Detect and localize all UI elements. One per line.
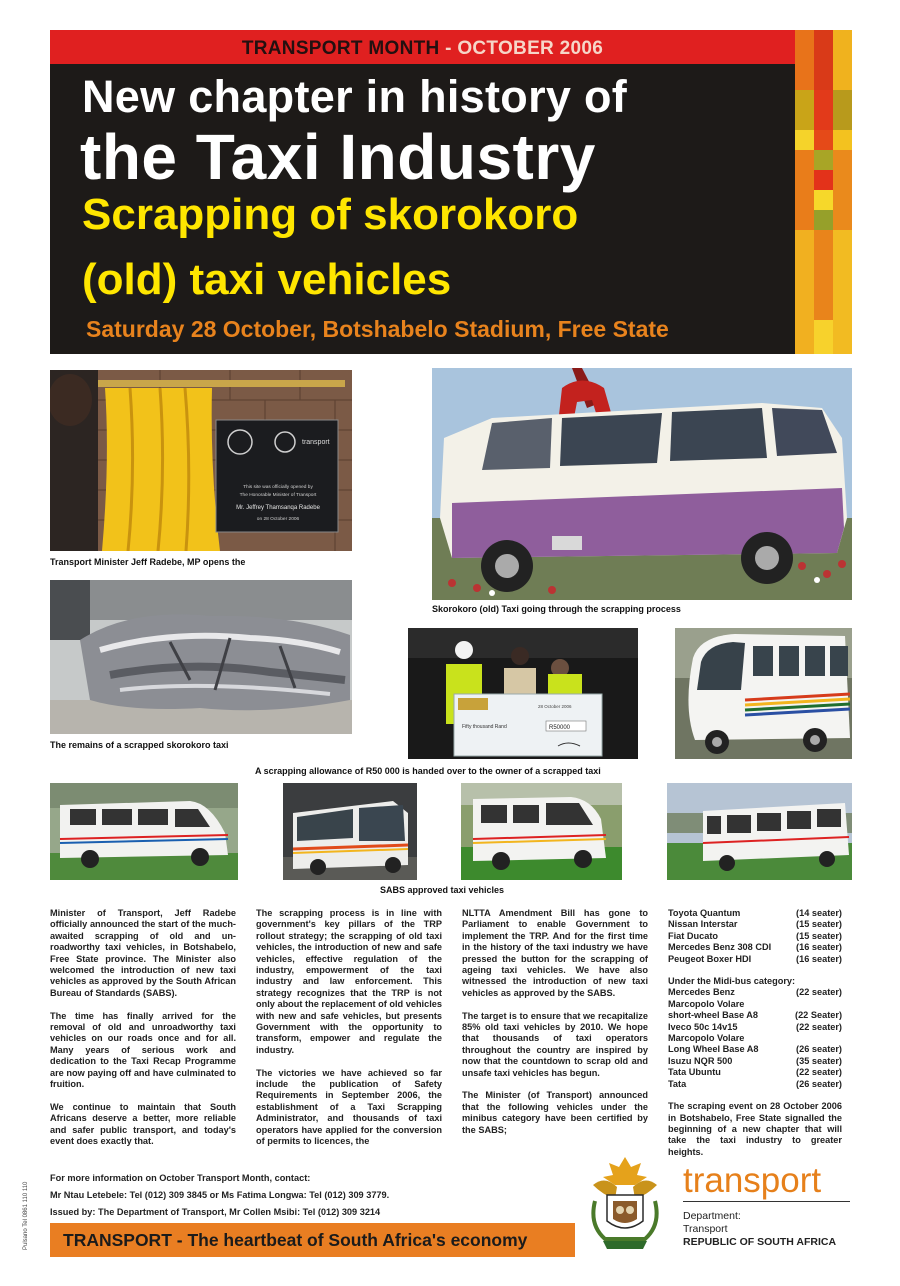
slogan-banner: TRANSPORT - The heartbeat of South Africa's economy [50, 1223, 575, 1257]
header-banner [50, 30, 852, 354]
cheque-amount: R50000 [549, 725, 571, 731]
event-details: Saturday 28 October, Botshabelo Stadium, Free State [86, 316, 669, 342]
paragraph: The target is to ensure that we recapitalize 85% old taxi vehicles by 2010. We hope that thousands of taxi operators throughout the country are inspired by now that the countdown to scrap old and unsafe taxi vehicles has begun. [462, 1010, 648, 1078]
plaque-photo [50, 370, 352, 551]
contact-block [50, 1170, 389, 1221]
plaque-line1: This site was officially opened by [243, 485, 313, 490]
plaque-date: on 28 October 2006 [256, 517, 300, 522]
headline-line2: the Taxi Industry [80, 121, 596, 193]
vehicle-item: Nissan Interstar (15 seater) [668, 919, 842, 930]
vehicle-item: Toyota Quantum (14 seater) [668, 908, 842, 918]
minibus-list [668, 908, 842, 965]
midibus-photo [675, 628, 852, 759]
dept-country: REPUBLIC OF SOUTH AFRICA [683, 1236, 837, 1248]
department-block [683, 1210, 836, 1249]
paragraph: The Minister (of Transport) announced that the following vehicles under the minibus category have been certified by the SABS; [462, 1090, 648, 1135]
vehicle-item: Mercedes Benz 308 CDI (16 seater) [668, 942, 842, 953]
dept-line: Transport [683, 1223, 728, 1235]
transport-month-strip [50, 30, 795, 64]
plaque-brand: transport [302, 439, 330, 446]
vehicle-item: Marcopolo Volare [668, 998, 745, 1009]
approved-taxi-photo-2 [283, 783, 417, 880]
cheque-words: Fifty thousand Rand [462, 724, 507, 730]
vehicle-item: Iveco 50c 14v15 (22 seater) [668, 1021, 842, 1032]
vehicle-item: Isuzu NQR 500 (35 seater) [668, 1055, 842, 1066]
article-column-1 [50, 908, 236, 1159]
scrapping-caption: Skorokoro (old) Taxi going through the scrapping process [432, 604, 681, 614]
vehicle-item: Marcopolo Volare [668, 1033, 745, 1044]
vehicle-item: short-wheel Base A8 (22 Seater) [668, 1010, 842, 1021]
approved-taxi-photo-3 [461, 783, 622, 880]
approved-taxi-photo-1 [50, 783, 238, 880]
contact-line: For more information on October Transport Month, contact: [50, 1173, 311, 1183]
cheque-caption: A scrapping allowance of R50 000 is handed over to the owner of a scrapped taxi [255, 766, 601, 776]
side-code: Pulsano Tel 0861 110 110 [23, 1181, 29, 1250]
contact-line: Mr Ntau Letebele: Tel (012) 309 3845 or Ms Fatima Longwa: Tel (012) 309 3779. [50, 1190, 390, 1200]
subheadline-line1: Scrapping of skorokoro [82, 190, 579, 239]
paragraph: NLTTA Amendment Bill has gone to Parliament to enable Government to implement the TRP. And for the first time in the history of the taxi industry we have pressed the button for the scrapping of ageing taxi vehicles. We have also witnessed the introduction of new taxi vehicles as approved by the SABS. [462, 908, 648, 998]
paragraph: The victories we have achieved so far include the publication of Safety Requirements in September 2006, the establishment of a Taxi Scrapping Administrator, and thousands of taxi operators have applied for the conversion of permits to licences, the [256, 1067, 442, 1147]
approved-caption: SABS approved taxi vehicles [380, 885, 505, 895]
midibus-heading: Under the Midi-bus category: [668, 976, 796, 987]
paragraph: We continue to maintain that South Africans deserve a better, more reliable and safer public transport, and today's event does exactly that. [50, 1101, 236, 1147]
headline-line1: New chapter in history of [82, 71, 628, 122]
banner-date: - OCTOBER 2006 [445, 38, 604, 59]
approved-taxi-photo-4 [667, 783, 852, 880]
cheque-photo [408, 628, 638, 759]
plaque-line2: The Honorable Minister of Transport [239, 493, 317, 498]
divider [683, 1201, 850, 1202]
cheque-date: 28 October 2006 [538, 704, 572, 709]
vehicle-item: Fiat Ducato (15 seater) [668, 930, 842, 941]
plaque-caption: Transport Minister Jeff Radebe, MP opens the [50, 557, 246, 567]
paragraph: The scrapping process is in line with government's key pillars of the TRP rollout strategy; the scrapping of old taxi vehicles, the introduction of new and safe vehicles, effective regulation of the industry, empowerment of the taxi industry and law enforcement. This strategy recognizes that the TRP is not only about the replacement of old vehicles with new and safe vehicles, but presents Government with the opportunity to transform, empower and regulate the industry. [256, 908, 442, 1055]
article-column-3 [462, 908, 648, 1147]
closing-paragraph: The scraping event on 28 October 2006 in Botshabelo, Free State signalled the beginning of a new chapter that will take the taxi industry to greater heights. [668, 1101, 842, 1157]
paragraph: Minister of Transport, Jeff Radebe officially announced the start of the much-awaited scrapping of old and un-roadworthy taxi vehicles, in Botshabelo, Free State province. The Minister also welcomed the introduction of new taxi vehicles as approved by the South African Bureau of Standards (SABS). [50, 908, 236, 998]
remains-caption: The remains of a scrapped skorokoro taxi [50, 740, 229, 750]
subheadline-line2: (old) taxi vehicles [82, 255, 452, 304]
decorative-pattern [795, 30, 852, 354]
coat-of-arms-icon [585, 1155, 665, 1253]
remains-photo [50, 580, 352, 734]
vehicle-item: Mercedes Benz (22 seater) [668, 987, 842, 998]
vehicle-item: Tata Ubuntu (22 seater) [668, 1067, 842, 1078]
banner-label: TRANSPORT MONTH [241, 38, 440, 59]
article-column-2 [256, 908, 442, 1159]
vehicle-item: Long Wheel Base A8 (26 seater) [668, 1044, 842, 1055]
article-column-4 [668, 908, 842, 1170]
midibus-list [668, 987, 842, 1090]
contact-line: Issued by: The Department of Transport, Mr Collen Msibi: Tel (012) 309 3214 [50, 1207, 381, 1217]
transport-logo-text: transport [683, 1161, 822, 1200]
vehicle-item: Tata (26 seater) [668, 1078, 842, 1089]
paragraph: The time has finally arrived for the removal of old and unroadworthy taxi vehicles on our roads once and for all. Many years of serious work and dedication to the Taxi Recap Programme are now paying off and have culminated to fruition. [50, 1010, 236, 1090]
vehicle-item: Peugeot Boxer HDI (16 seater) [668, 953, 842, 964]
scrapping-photo [432, 368, 852, 600]
dept-line: Department: [683, 1210, 741, 1222]
plaque-name: Mr. Jeffrey Thamsanqa Radebe [236, 505, 320, 511]
